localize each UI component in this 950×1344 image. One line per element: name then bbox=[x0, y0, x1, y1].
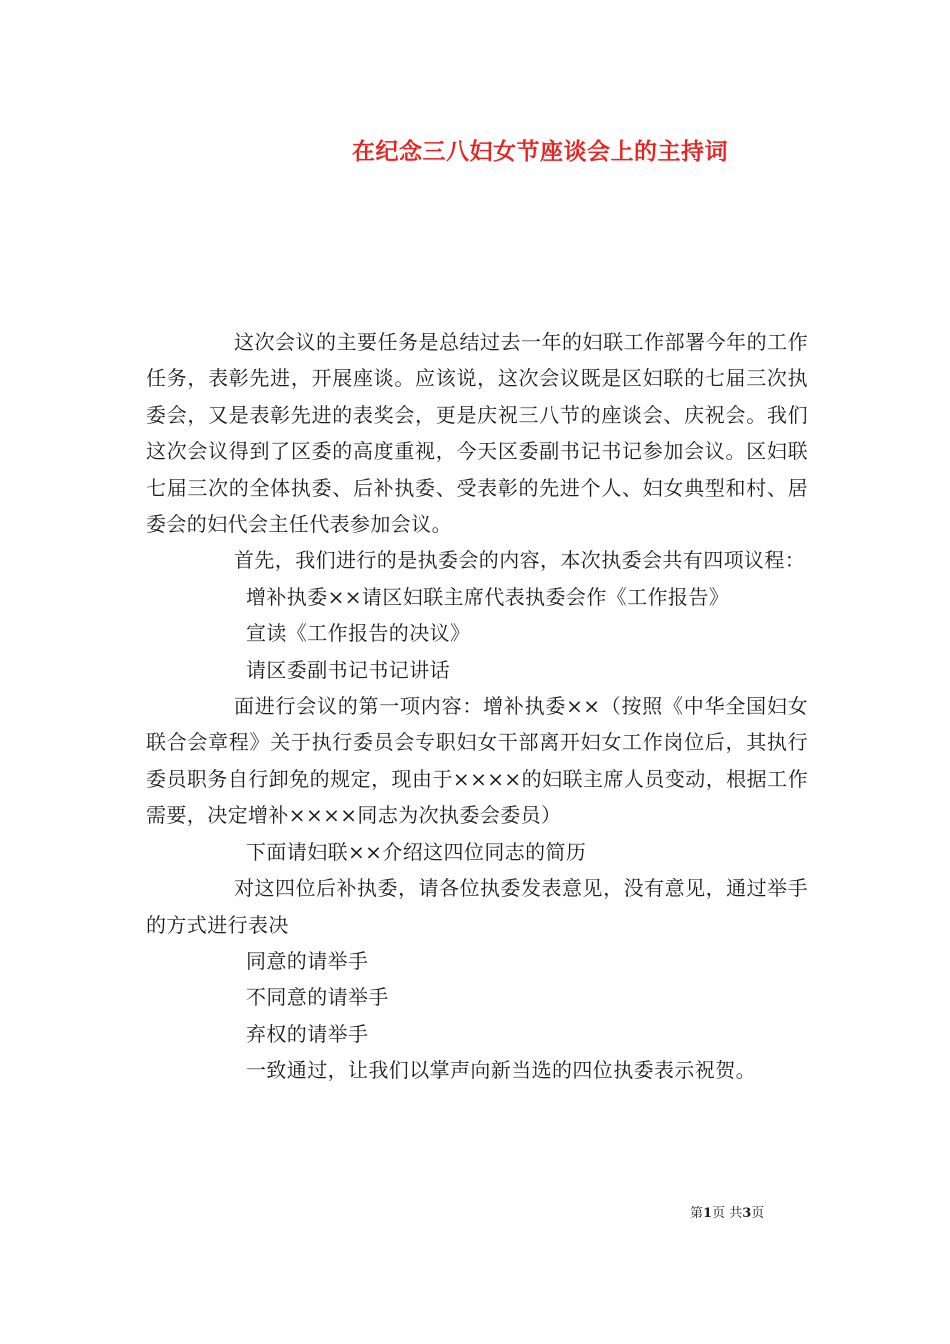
agenda-item-speech: 请区委副书记书记讲话 bbox=[246, 657, 450, 682]
vote-agree: 同意的请举手 bbox=[246, 948, 369, 973]
paragraph-first-item: 面进行会议的第一项内容：增补执委××（按照《中华全国妇女联合会章程》关于执行委员会专职妇女干部离开妇女工作岗位后，其执行委员职务自行卸免的规定，现由于××××的妇联主席人员变动，根据工作需要，决定增补××××同志为次执委会委员） bbox=[146, 694, 808, 828]
footer-suffix: 页 bbox=[751, 1206, 765, 1221]
page-number-footer bbox=[0, 1202, 950, 1221]
paragraph-agenda: 首先，我们进行的是执委会的内容，本次执委会共有四项议程： bbox=[234, 548, 806, 573]
vote-abstain: 弃权的请举手 bbox=[246, 1021, 369, 1046]
paragraph-conclusion: 一致通过，让我们以掌声向新当选的四位执委表示祝贺。 bbox=[246, 1058, 756, 1083]
footer-middle: 页 共 bbox=[712, 1206, 743, 1221]
vote-disagree: 不同意的请举手 bbox=[246, 985, 389, 1010]
agenda-item-report: 增补执委××请区妇联主席代表执委会作《工作报告》 bbox=[246, 584, 730, 609]
footer-current-page: 1 bbox=[703, 1206, 713, 1221]
footer-prefix: 第 bbox=[690, 1206, 704, 1221]
document-body bbox=[146, 324, 808, 1089]
footer-total-pages: 3 bbox=[742, 1206, 752, 1221]
agenda-item-resolution: 宣读《工作报告的决议》 bbox=[246, 621, 471, 646]
document-title: 在纪念三八妇女节座谈会上的主持词 bbox=[352, 138, 728, 165]
paragraph-intro: 这次会议的主要任务是总结过去一年的妇联工作部署今年的工作任务，表彰先进，开展座谈。应该说，这次会议既是区妇联的七届三次执委会，又是表彰先进的表奖会，更是庆祝三八节的座谈会、庆祝会。我们这次会议得到了区委的高度重视，今天区委副书记书记参加会议。区妇联七届三次的全体执委、后补执委、受表彰的先进个人、妇女典型和村、居委会的妇代会主任代表参加会议。 bbox=[146, 330, 808, 537]
paragraph-vote: 对这四位后补执委，请各位执委发表意见，没有意见，通过举手的方式进行表决 bbox=[146, 876, 808, 937]
paragraph-introduce: 下面请妇联××介绍这四位同志的简历 bbox=[246, 839, 587, 864]
